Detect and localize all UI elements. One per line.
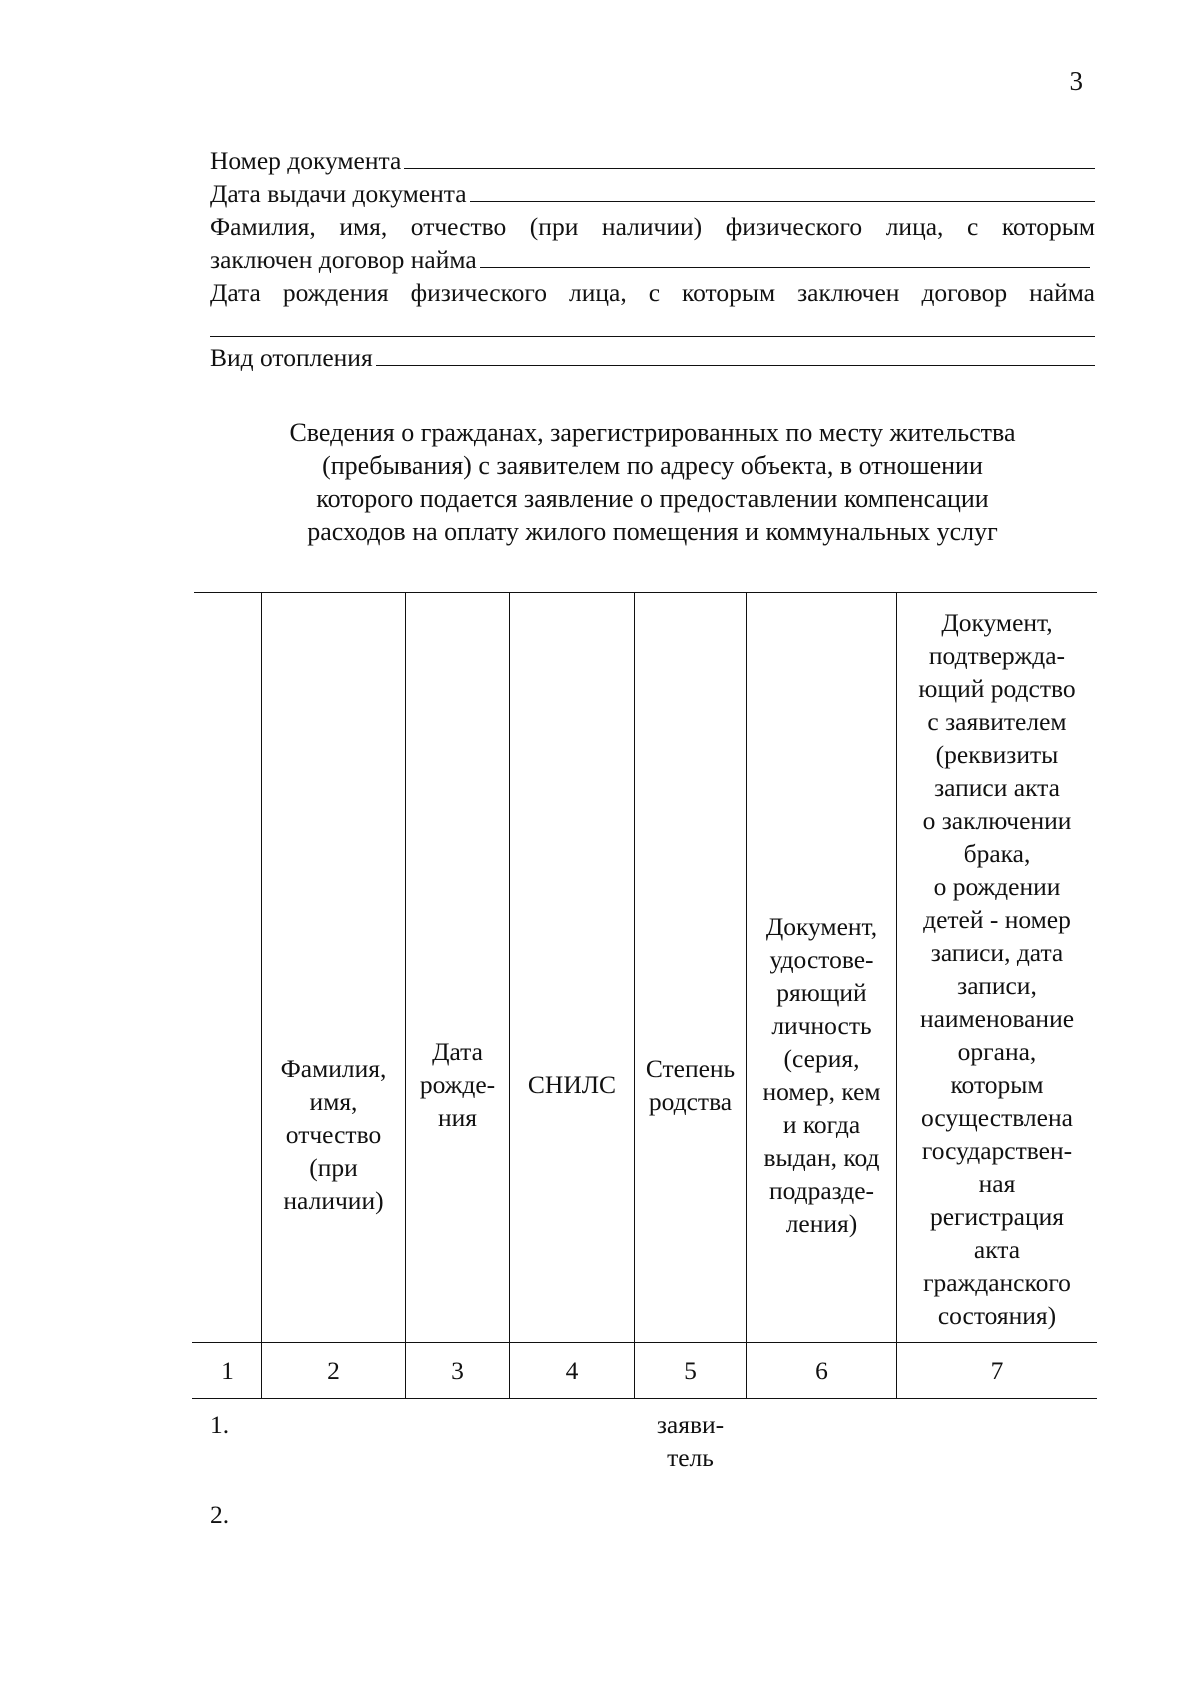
column-number: 6 bbox=[815, 1356, 828, 1385]
header-cell-number bbox=[194, 593, 261, 1342]
column-number: 4 bbox=[565, 1356, 579, 1385]
header-cell-full-name bbox=[262, 593, 405, 1342]
row-number: 1. bbox=[210, 1410, 230, 1439]
document-number-field bbox=[210, 146, 1095, 176]
column-number: 3 bbox=[451, 1356, 464, 1385]
tenant-name-blank[interactable] bbox=[480, 245, 1090, 268]
header-text: СНИЛС bbox=[527, 1070, 617, 1099]
table-numbering-bottom-border bbox=[192, 1398, 1097, 1399]
document-number-blank[interactable] bbox=[404, 146, 1095, 169]
header-text: Документ, удостове- ряющий личность (серия, номер, кем и когда выдан, код подразде- ления) bbox=[762, 911, 881, 1238]
table-header-bottom-border bbox=[192, 1342, 1097, 1343]
header-cell-snils bbox=[510, 593, 634, 1342]
heating-type-label: Вид отопления bbox=[210, 343, 373, 372]
row-relationship: заяви- тель bbox=[656, 1410, 725, 1472]
tenant-name-label-line1: Фамилия, имя, отчество (при наличии) физического лица, с которым bbox=[210, 212, 1095, 241]
section-title-line4: расходов на оплату жилого помещения и коммунальных услуг bbox=[307, 517, 998, 546]
header-cell-birth-date bbox=[406, 593, 509, 1342]
tenant-birth-label: Дата рождения физического лица, с которым заключен договор найма bbox=[210, 278, 1095, 307]
column-number: 2 bbox=[327, 1356, 340, 1385]
column-number: 7 bbox=[990, 1356, 1004, 1385]
document-date-field bbox=[210, 179, 1095, 209]
header-text: Степень родства bbox=[645, 1053, 736, 1116]
row-number: 2. bbox=[210, 1500, 230, 1529]
tenant-name-label-line2: заключен договор найма bbox=[210, 245, 477, 274]
section-title-line2: (пребывания) с заявителем по адресу объекта, в отношении bbox=[322, 451, 983, 480]
header-cell-identity-document bbox=[747, 593, 896, 1342]
heating-type-field bbox=[210, 343, 1095, 373]
column-number: 5 bbox=[684, 1356, 697, 1385]
document-number-label: Номер документа bbox=[210, 146, 402, 175]
tenant-birth-blank[interactable] bbox=[210, 336, 1095, 337]
section-title-line3: которого подается заявление о предоставлении компенсации bbox=[316, 484, 989, 513]
header-text: Документ, подтвержда- ющий родство с заявителем (реквизиты записи акта о заключении брака, о рождении детей - номер записи, дата записи, наименование органа, которым осуществлена государствен- ная регистрация акта гражданского состояния) bbox=[918, 608, 1076, 1330]
tenant-name-field bbox=[210, 245, 1090, 275]
section-title-line1: Сведения о гражданах, зарегистрированных по месту жительства bbox=[289, 418, 1016, 447]
heating-type-blank[interactable] bbox=[376, 343, 1095, 366]
header-text: Фамилия, имя, отчество (при наличии) bbox=[280, 1054, 387, 1215]
document-date-label: Дата выдачи документа bbox=[210, 179, 467, 208]
section-title bbox=[210, 416, 1095, 548]
header-cell-relationship bbox=[635, 593, 746, 1342]
document-date-blank[interactable] bbox=[470, 179, 1095, 202]
page-number: 3 bbox=[1069, 66, 1083, 96]
header-text: Дата рожде- ния bbox=[419, 1037, 496, 1132]
column-number: 1 bbox=[221, 1356, 234, 1385]
header-cell-kinship-document bbox=[897, 593, 1097, 1342]
